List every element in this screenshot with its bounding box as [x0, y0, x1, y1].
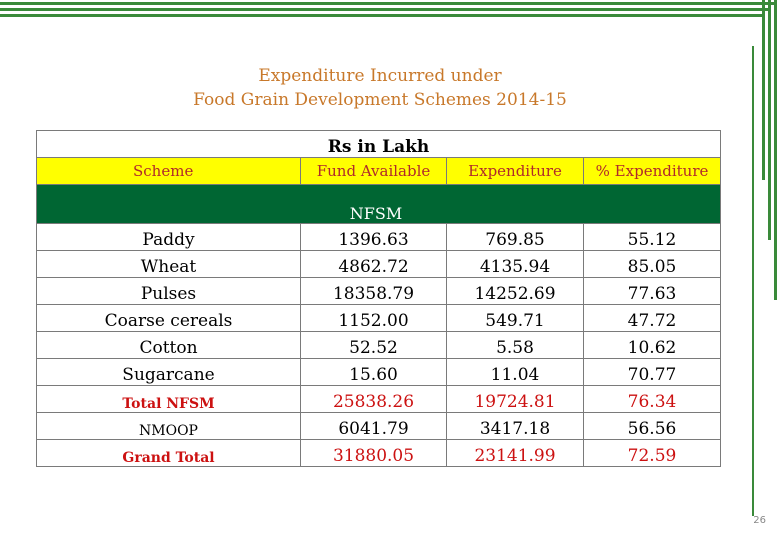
expenditure-cell: 19724.81	[447, 386, 584, 413]
fund-cell: 18358.79	[301, 278, 447, 305]
scheme-cell: Coarse cereals	[37, 305, 301, 332]
unit-label: Rs in Lakh	[37, 131, 721, 158]
percent-cell: 72.59	[584, 440, 721, 467]
right-border-line-4	[752, 46, 754, 516]
expenditure-cell: 23141.99	[447, 440, 584, 467]
fund-cell: 52.52	[301, 332, 447, 359]
unit-row	[37, 131, 721, 158]
table-row	[37, 278, 721, 305]
expenditure-cell: 769.85	[447, 224, 584, 251]
page-title-line-2: Food Grain Development Schemes 2014-15	[193, 90, 567, 110]
percent-cell: 77.63	[584, 278, 721, 305]
page-title-line-1: Expenditure Incurred under	[258, 66, 502, 86]
percent-cell: 56.56	[584, 413, 721, 440]
right-border-line-1	[774, 0, 777, 300]
page-number: 26	[753, 515, 766, 526]
header-row	[37, 158, 721, 185]
col-header-fund: Fund Available	[301, 158, 447, 185]
section-row	[37, 185, 721, 224]
expenditure-cell: 5.58	[447, 332, 584, 359]
expenditure-cell: 3417.18	[447, 413, 584, 440]
scheme-cell: Paddy	[37, 224, 301, 251]
top-border-line-2	[0, 8, 768, 11]
table-row	[37, 386, 721, 413]
right-border-line-3	[762, 0, 765, 180]
table-row	[37, 224, 721, 251]
table-row	[37, 332, 721, 359]
col-header-percent: % Expenditure	[584, 158, 721, 185]
table-row	[37, 413, 721, 440]
fund-cell: 1396.63	[301, 224, 447, 251]
col-header-scheme: Scheme	[37, 158, 301, 185]
expenditure-cell: 4135.94	[447, 251, 584, 278]
percent-cell: 10.62	[584, 332, 721, 359]
percent-cell: 70.77	[584, 359, 721, 386]
fund-cell: 4862.72	[301, 251, 447, 278]
scheme-cell: Grand Total	[37, 440, 301, 467]
expenditure-cell: 549.71	[447, 305, 584, 332]
percent-cell: 76.34	[584, 386, 721, 413]
right-border-line-2	[768, 0, 771, 240]
top-border-line-3	[0, 14, 762, 17]
scheme-cell: Cotton	[37, 332, 301, 359]
section-label	[37, 185, 721, 224]
table-row	[37, 359, 721, 386]
top-border-line-1	[0, 2, 774, 5]
scheme-cell: Sugarcane	[37, 359, 301, 386]
col-header-expenditure: Expenditure	[447, 158, 584, 185]
expenditure-cell: 11.04	[447, 359, 584, 386]
percent-cell: 47.72	[584, 305, 721, 332]
fund-cell: 25838.26	[301, 386, 447, 413]
scheme-cell: Total NFSM	[37, 386, 301, 413]
table-row	[37, 251, 721, 278]
expenditure-cell: 14252.69	[447, 278, 584, 305]
fund-cell: 15.60	[301, 359, 447, 386]
fund-cell: 1152.00	[301, 305, 447, 332]
percent-cell: 55.12	[584, 224, 721, 251]
scheme-cell: Wheat	[37, 251, 301, 278]
scheme-cell: Pulses	[37, 278, 301, 305]
fund-cell: 6041.79	[301, 413, 447, 440]
fund-cell: 31880.05	[301, 440, 447, 467]
table-row	[37, 305, 721, 332]
percent-cell: 85.05	[584, 251, 721, 278]
section-label-text: NFSM	[349, 204, 403, 223]
expenditure-table	[36, 130, 721, 467]
scheme-cell: NMOOP	[37, 413, 301, 440]
table-row	[37, 440, 721, 467]
